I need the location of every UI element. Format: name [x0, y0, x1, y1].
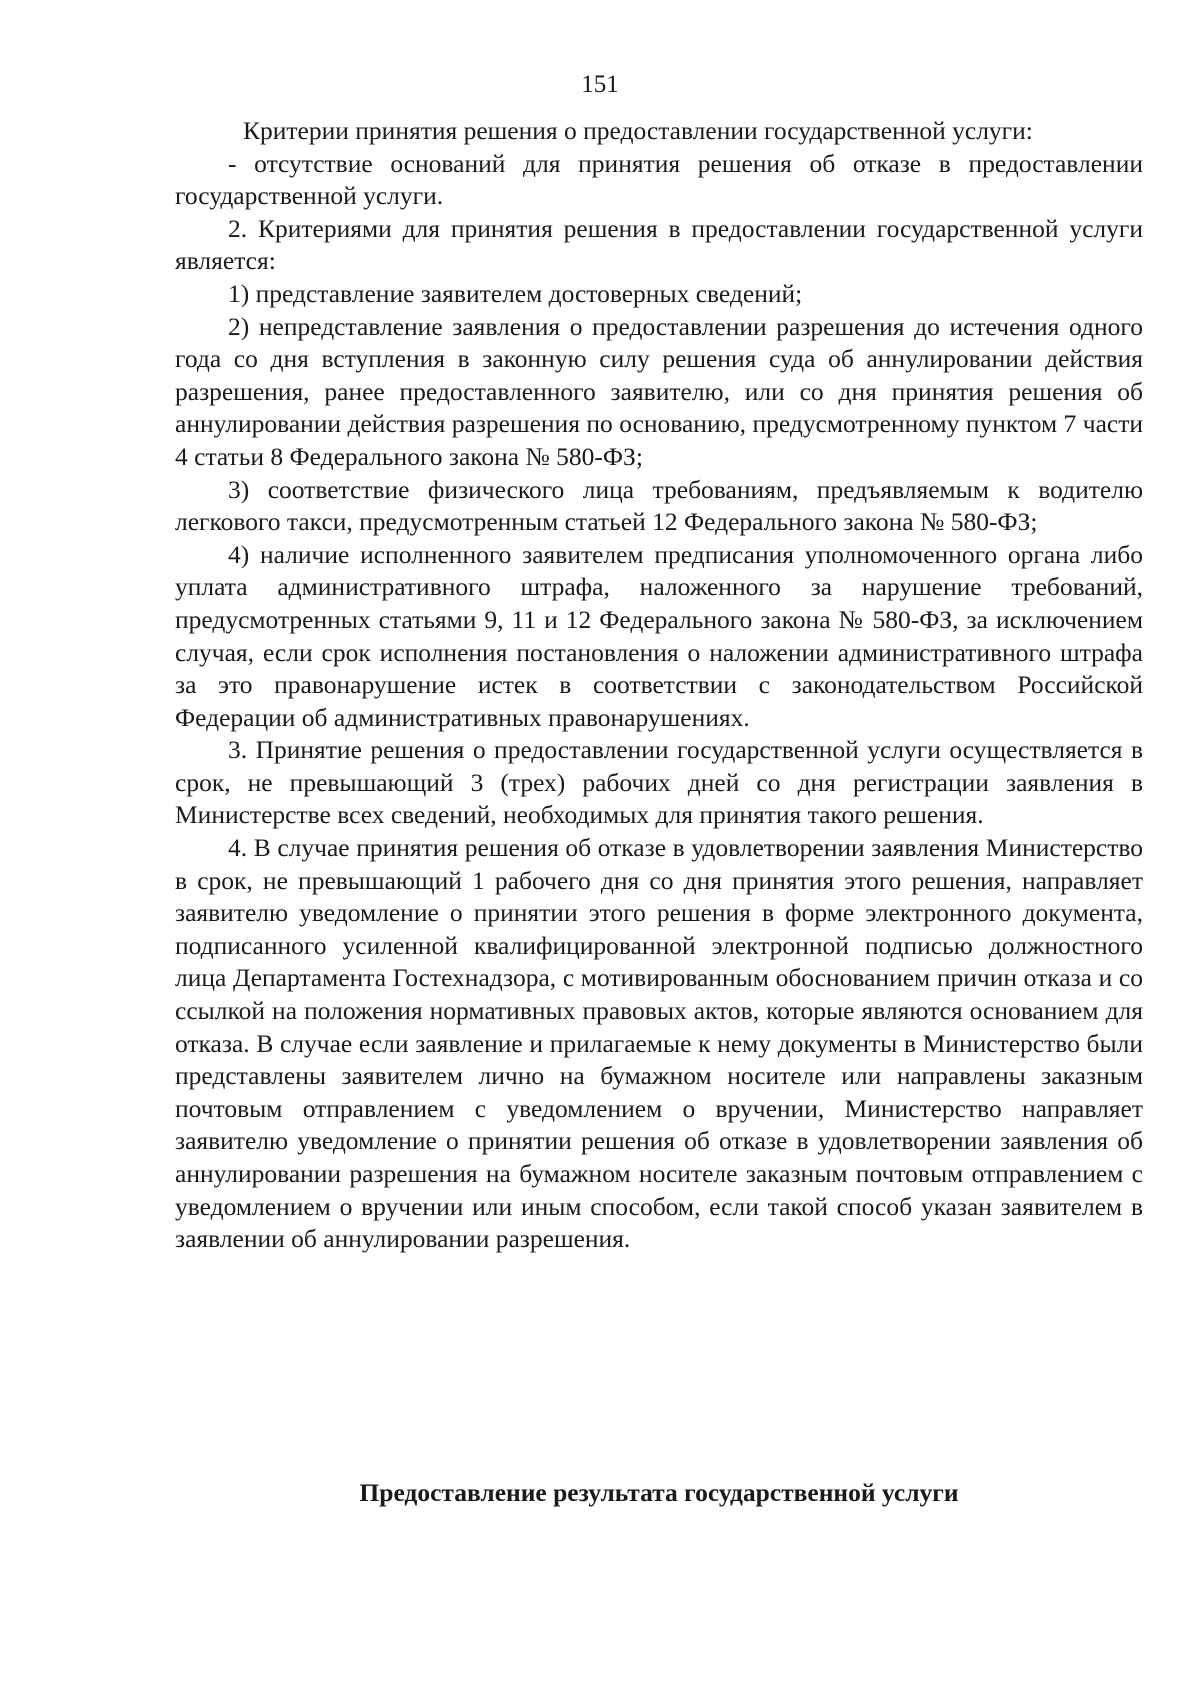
paragraph-item-2: 2. Критериями для принятия решения в предоставлении государственной услуги является:: [175, 213, 1143, 276]
document-body: [175, 115, 1143, 1256]
paragraph-item-3: 3. Принятие решения о предоставлении государственной услуги осуществляется в срок, не превышающий 3 (трех) рабочих дней со дня регистрации заявления в Министерстве всех сведений, необходимых для принятия такого решения.: [175, 735, 1143, 830]
paragraph-subitem-4: 4) наличие исполненного заявителем предписания уполномоченного органа либо уплата административного штрафа, наложенного за нарушение требований, предусмотренных статьями 9, 11 и 12 Федерального закона № 580-ФЗ, за исключением случая, если срок исполнения постановления о наложении административного штрафа за это правонарушение истек в соответствии с законодательством Российской Федерации об административных правонарушениях.: [175, 539, 1143, 732]
paragraph-item-4: 4. В случае принятия решения об отказе в удовлетворении заявления Министерство в срок, не превышающий 1 рабочего дня со дня принятия этого решения, направляет заявителю уведомление о принятии этого решения в форме электронного документа, подписанного усиленной квалифицированной электронной подписью должностного лица Департамента Гостехнадзора, с мотивированным обоснованием причин отказа и со ссылкой на положения нормативных правовых актов, которые являются основанием для отказа. В случае если заявление и прилагаемые к нему документы в Министерство были представлены заявителем лично на бумажном носителе или направлены заказным почтовым отправлением с уведомлением о вручении, Министерство направляет заявителю уведомление о принятии решения об отказе в удовлетворении заявления об аннулировании разрешения на бумажном носителе заказным почтовым отправлением с уведомлением о вручении или иным способом, если такой способ указан заявителем в заявлении об аннулировании разрешения.: [175, 833, 1143, 1254]
paragraph-subitem-2: 2) непредставление заявления о предоставлении разрешения до истечения одного года со дня вступления в законную силу решения суда об аннулировании действия разрешения, ранее предоставленного заявителю, или со дня принятия решения об аннулировании действия разрешения по основанию, предусмотренному пунктом 7 части 4 статьи 8 Федерального закона № 580-ФЗ;: [175, 311, 1143, 471]
paragraph-subitem-1: 1) представление заявителем достоверных сведений;: [228, 278, 803, 308]
page-number: 151: [581, 71, 619, 98]
section-heading: Предоставление результата государственной услуги: [359, 1478, 959, 1507]
paragraph-subitem-3: 3) соответствие физического лица требованиям, предъявляемым к водителю легкового такси, предусмотренным статьей 12 Федерального закона № 580-ФЗ;: [175, 474, 1143, 537]
paragraph-criteria-intro: Критерии принятия решения о предоставлении государственной услуги:: [243, 116, 1033, 145]
paragraph-no-grounds: - отсутствие оснований для принятия решения об отказе в предоставлении государственной услуги.: [175, 148, 1143, 211]
